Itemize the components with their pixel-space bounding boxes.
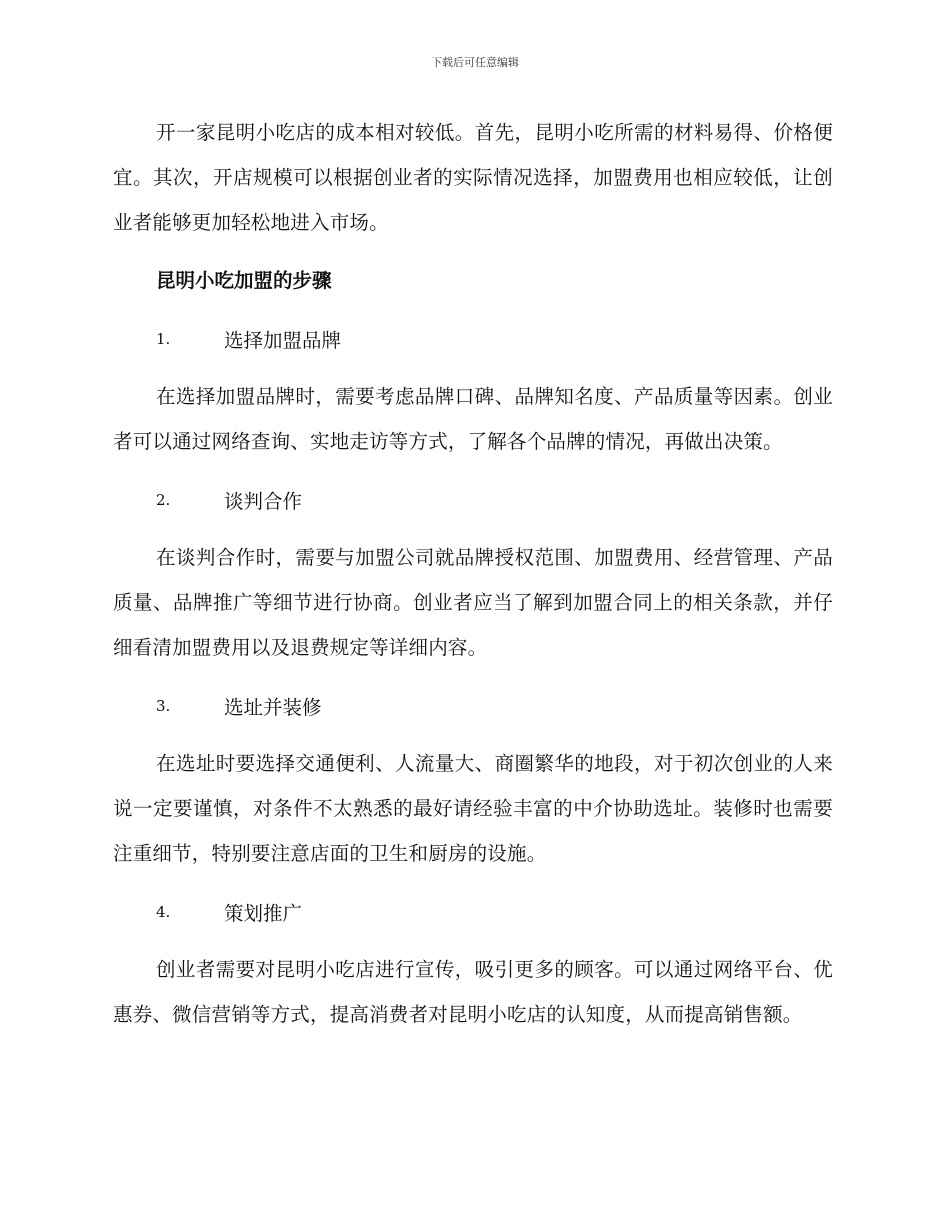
step-1-paragraph: 在选择加盟品牌时，需要考虑品牌口碑、品牌知名度、产品质量等因素。创业者可以通过网络查询、实地走访等方式，了解各个品牌的情况，再做出决策。 xyxy=(113,385,833,453)
step-3-paragraph: 在选址时要选择交通便利、人流量大、商圈繁华的地段，对于初次创业的人来说一定要谨慎，对条件不太熟悉的最好请经验丰富的中介协助选址。装修时也需要注重细节，特别要注意店面的卫生和厨房的设施。 xyxy=(113,752,833,865)
step-number: 4. xyxy=(156,902,171,921)
step-number: 1. xyxy=(156,329,171,348)
step-number: 2. xyxy=(156,490,171,509)
section-heading: 昆明小吃加盟的步骤 xyxy=(156,269,332,292)
document-body xyxy=(113,110,833,1050)
step-title: 策划推广 xyxy=(224,901,303,925)
step-title: 选择加盟品牌 xyxy=(224,328,342,352)
step-3-heading xyxy=(156,683,833,728)
step-title: 选址并装修 xyxy=(224,695,322,719)
step-title: 谈判合作 xyxy=(224,489,303,513)
step-4-heading xyxy=(156,889,833,934)
step-number: 3. xyxy=(156,696,171,715)
page-header: 下载后可任意编辑 xyxy=(431,56,519,69)
step-2-paragraph: 在谈判合作时，需要与加盟公司就品牌授权范围、加盟费用、经营管理、产品质量、品牌推广等细节进行协商。创业者应当了解到加盟合同上的相关条款，并仔细看清加盟费用以及退费规定等详细内容。 xyxy=(113,546,833,659)
step-4-paragraph: 创业者需要对昆明小吃店进行宣传，吸引更多的顾客。可以通过网络平台、优惠券、微信营销等方式，提高消费者对昆明小吃店的认知度，从而提高销售额。 xyxy=(113,958,833,1026)
intro-paragraph: 开一家昆明小吃店的成本相对较低。首先，昆明小吃所需的材料易得、价格便宜。其次，开店规模可以根据创业者的实际情况选择，加盟费用也相应较低，让创业者能够更加轻松地进入市场。 xyxy=(113,121,833,234)
step-2-heading xyxy=(156,477,833,522)
step-1-heading xyxy=(156,316,833,361)
